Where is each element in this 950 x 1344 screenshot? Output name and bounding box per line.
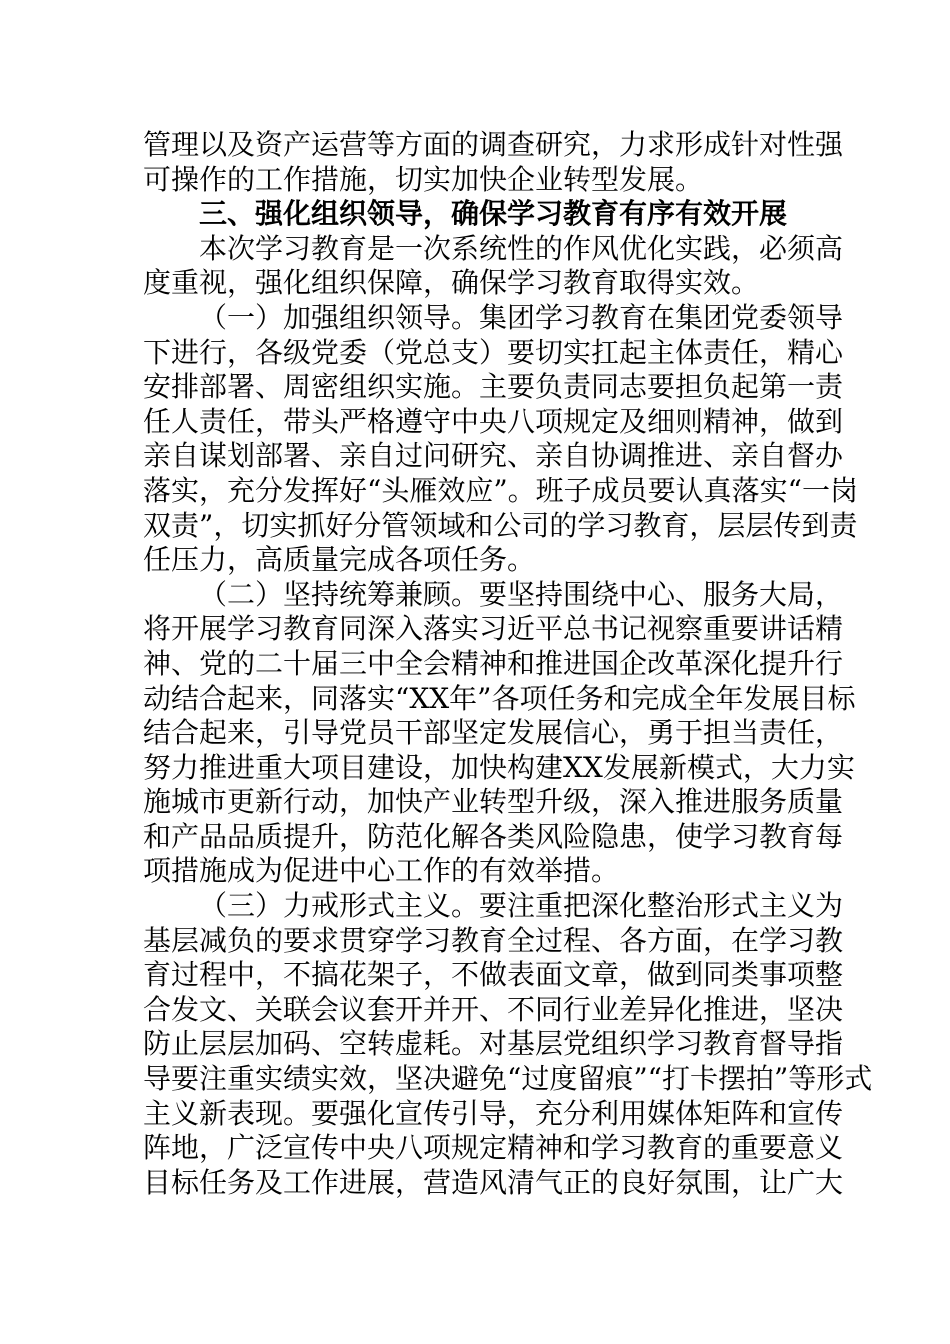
text-line: 项措施成为促进中心工作的有效举措。 [143,854,620,888]
text-line: 任压力，高质量完成各项任务。 [143,543,536,577]
subsection-line: （二）坚持统筹兼顾。要坚持围绕中心、服务大局， [199,577,844,611]
text-line: 双责”，切实抓好分管领域和公司的学习教育，层层传到责 [143,508,858,542]
text-line: 动结合起来，同落实“XX年”各项任务和完成全年发展目标 [143,681,856,715]
text-line: 和产品品质提升，防范化解各类风险隐患，使学习教育每 [143,819,844,853]
text-line: 神、党的二十届三中全会精神和推进国企改革深化提升行 [143,646,844,680]
text-line: 亲自谋划部署、亲自过问研究、亲自协调推进、亲自督办 [143,439,844,473]
text-line: 落实，充分发挥好“头雁效应”。班子成员要认真落实“一岗 [143,473,858,507]
subsection-line: （一）加强组织领导。集团学习教育在集团党委领导 [199,300,844,334]
subsection-line: （三）力戒形式主义。要注重把深化整治形式主义为 [199,889,844,923]
text-line: 度重视，强化组织保障，确保学习教育取得实效。 [143,266,760,300]
section-heading: 三、强化组织领导，确保学习教育有序有效开展 [199,197,788,231]
document-body [143,128,873,1200]
text-line: 导要注重实绩实效，坚决避免“过度留痕”“打卡摆拍”等形式 [143,1062,873,1096]
text-line: 将开展学习教育同深入落实习近平总书记视察重要讲话精 [143,612,844,646]
text-line: 阵地，广泛宣传中央八项规定精神和学习教育的重要意义 [143,1131,844,1165]
text-line: 可操作的工作措施，切实加快企业转型发展。 [143,162,704,196]
text-line: 结合起来，引导党员干部坚定发展信心，勇于担当责任， [143,716,844,750]
text-line: 施城市更新行动，加快产业转型升级，深入推进服务质量 [143,785,844,819]
text-line: 本次学习教育是一次系统性的作风优化实践，必须高 [199,231,844,265]
text-line: 安排部署、周密组织实施。主要负责同志要担负起第一责 [143,370,844,404]
text-line: 主义新表现。要强化宣传引导，充分利用媒体矩阵和宣传 [143,1096,844,1130]
text-line: 管理以及资产运营等方面的调查研究，力求形成针对性强 [143,128,844,161]
text-line: 下进行，各级党委（党总支）要切实扛起主体责任，精心 [143,335,844,369]
text-line: 基层减负的要求贯穿学习教育全过程、各方面，在学习教 [143,923,844,957]
text-line: 努力推进重大项目建设，加快构建XX发展新模式，大力实 [143,750,855,784]
text-line: 合发文、关联会议套开并开、不同行业差异化推进，坚决 [143,992,844,1026]
text-line: 防止层层加码、空转虚耗。对基层党组织学习教育督导指 [143,1027,844,1061]
text-line: 育过程中，不搞花架子，不做表面文章，做到同类事项整 [143,958,844,992]
text-line: 目标任务及工作进展，营造风清气正的良好氛围，让广大 [143,1165,844,1199]
text-line: 任人责任，带头严格遵守中央八项规定及细则精神，做到 [143,404,844,438]
